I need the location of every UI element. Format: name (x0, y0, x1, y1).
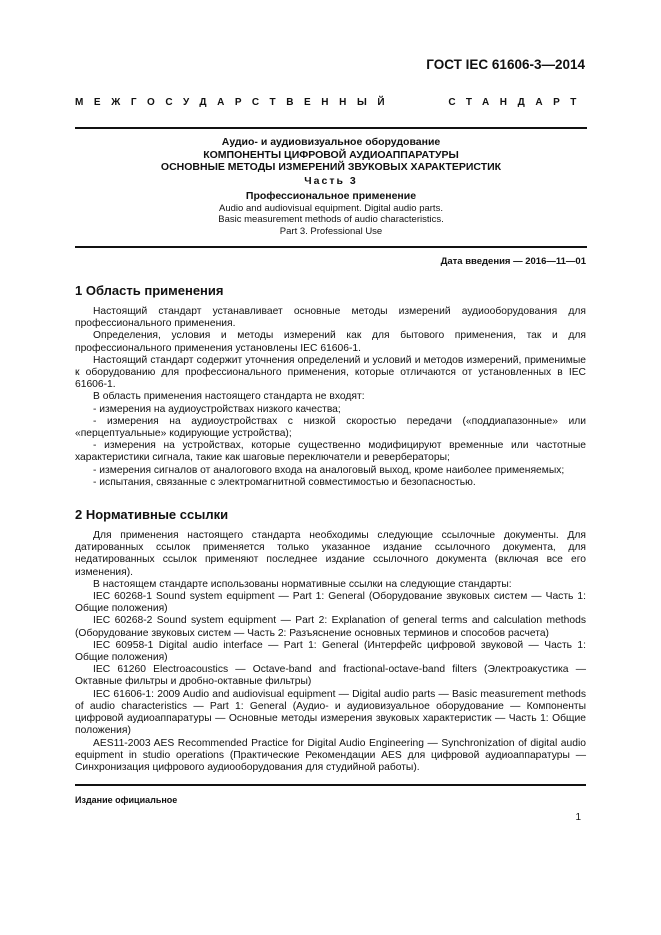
title-line-3: ОСНОВНЫЕ МЕТОДЫ ИЗМЕРЕНИЙ ЗВУКОВЫХ ХАРАКТЕРИСТИК (160, 161, 502, 173)
english-title-3: Part 3. Professional Use (279, 225, 383, 237)
english-title-2: Basic measurement methods of audio characteristics. (218, 214, 444, 225)
page-number: 1 (575, 812, 581, 824)
title-block (75, 136, 587, 237)
standard-type (75, 97, 587, 109)
paragraph: Для применения настоящего стандарта необходимы следующие ссылочные документы. Для датированных ссылок применяется только указанное издание ссылочного документа, для недатированных ссылок применяют последнее издание ссылочного документа (включая все его изменения). (75, 530, 586, 578)
footer-rule (75, 784, 586, 786)
reference-item: AES11-2003 AES Recommended Practice for Digital Audio Engineering — Synchronization of digital audio equipment in studio operations (Практические Рекомендации AES для цифровой аудиоаппаратуры — Синхронизация цифрового аудиооборудования для студийной работы). (75, 737, 586, 773)
document-body (75, 283, 586, 844)
standard-type-word2: СТАНДАРТ (448, 97, 587, 108)
effective-date: Дата введения — 2016—11—01 (440, 256, 586, 267)
reference-item: IEC 60268-2 Sound system equipment — Part 2: Explanation of general terms and calculation methods (Оборудование звуковых систем — Часть 2: Разъяснение основных терминов и способов расчета) (75, 615, 586, 639)
paragraph: Настоящий стандарт содержит уточнения определений и условий и методов измерений, применимые к оборудованию для профессионального применения, которые отличаются от установленных в IEC 61606-1. (75, 354, 586, 391)
section-1-heading: 1 Область применения (75, 283, 224, 298)
section-1-body (75, 306, 586, 489)
list-item: - испытания, связанные с электромагнитной совместимостью и безопасностью. (93, 476, 476, 488)
title-line-1: Аудио- и аудиовизуальное оборудование (221, 136, 441, 148)
paragraph: В настоящем стандарте использованы нормативные ссылки на следующие стандарты: (93, 578, 512, 590)
top-rule (75, 127, 587, 129)
list-item: - измерения на аудиоустройствах с низкой скоростью передачи («поддиапазонные» или «перцептуальные» кодирующие устройства); (75, 415, 586, 440)
page-footer (75, 784, 586, 824)
section-2-body (75, 530, 586, 774)
part-number: Часть 3 (304, 174, 358, 187)
standard-code: ГОСТ IEC 61606-3—2014 (426, 57, 585, 72)
section-2-heading: 2 Нормативные ссылки (75, 507, 229, 523)
english-title-1: Audio and audiovisual equipment. Digital audio parts. (219, 202, 443, 214)
list-item: - измерения на устройствах, которые существенно модифицируют временные или частотные характеристики сигнала, такие как шаговые переключатели и ревербераторы; (75, 440, 586, 464)
title-rule (75, 246, 587, 248)
title-line-2: КОМПОНЕНТЫ ЦИФРОВОЙ АУДИОАППАРАТУРЫ (203, 148, 459, 161)
paragraph: Настоящий стандарт устанавливает основные методы измерений аудиооборудования для профессионального применения. (75, 306, 586, 330)
subtitle: Профессиональное применение (245, 190, 417, 202)
reference-item: IEC 60958-1 Digital audio interface — Part 1: General (Интерфейс цифровой звуковой — Часть 1: Общие положения) (75, 639, 586, 664)
paragraph: Определения, условия и методы измерений как для бытового применения, так и для профессионального применения установлены IEC 61606-1. (75, 330, 586, 354)
list-item: - измерения на аудиоустройствах низкого качества; (93, 403, 341, 415)
standard-type-word1: МЕЖГОСУДАРСТВЕННЫЙ (75, 97, 396, 108)
list-item: - измерения сигналов от аналогового входа на аналоговый выход, кроме наиболее применяемых; (93, 464, 565, 476)
official-edition-label: Издание официальное (75, 795, 178, 806)
reference-item: IEC 61606-1: 2009 Audio and audiovisual equipment — Digital audio parts — Basic measurement methods of audio characteristics — Part 1: General (Аудио- и аудиовизуальное оборудование — Компоненты цифровой аудиоаппаратуры — Основные методы измерения звуковых характеристик — Часть 1: Общие положения) (75, 688, 586, 737)
paragraph: В область применения настоящего стандарта не входят: (93, 391, 365, 403)
reference-item: IEC 61260 Electroacoustics — Octave-band and fractional-octave-band filters (Электроакустика — Октавные фильтры и дробно-октавные фильтры) (75, 664, 586, 688)
reference-item: IEC 60268-1 Sound system equipment — Part 1: General (Оборудование звуковых систем — Часть 1: Общие положения) (75, 591, 586, 615)
